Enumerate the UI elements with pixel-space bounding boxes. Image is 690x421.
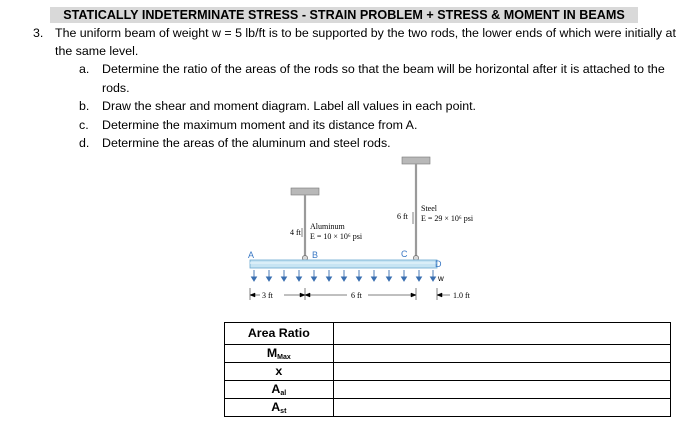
part-label: a. (79, 62, 90, 76)
answer-cell-area-aluminum[interactable] (333, 381, 670, 399)
steel-modulus: E = 29 × 10⁶ psi (421, 214, 474, 223)
dimension-lines (250, 288, 450, 300)
point-c-label: C (401, 249, 408, 259)
answer-cell-area-ratio[interactable] (333, 323, 670, 345)
part-text: Determine the ratio of the areas of the rods so that the beam will be horizontal after it is attached to the rods. (102, 62, 665, 95)
table-row (225, 363, 671, 381)
aluminum-length-label: 4 ft (290, 228, 301, 237)
table-row (225, 323, 671, 345)
part-text: Determine the maximum moment and its distance from A. (102, 117, 418, 132)
table-row (225, 345, 671, 363)
table-row (225, 399, 671, 417)
part-c (79, 116, 689, 135)
distributed-load-arrows (252, 270, 436, 281)
load-label: w (438, 274, 444, 283)
problem-number: 3. (33, 26, 44, 40)
answer-cell-max-moment[interactable] (333, 345, 670, 363)
row-label-area-aluminum: $A_{al}$ (225, 381, 334, 399)
point-b-label: B (312, 250, 319, 260)
document-title: STATICALLY INDETERMINATE STRESS - STRAIN PROBLEM + STRESS & MOMENT IN BEAMS (50, 7, 638, 23)
part-text: Determine the areas of the aluminum and steel rods. (102, 136, 391, 150)
steel-label: Steel (421, 204, 437, 213)
steel-ceiling-support (402, 157, 430, 164)
part-label: c. (79, 117, 89, 132)
dimension-cd-label: 1.0 ft (453, 291, 470, 300)
answer-cell-x[interactable] (333, 363, 670, 381)
beam-figure (240, 150, 510, 315)
part-a (79, 60, 689, 97)
table-row (225, 381, 671, 399)
row-label-area-ratio: Area Ratio (225, 323, 334, 345)
point-d-label: D (435, 259, 442, 269)
row-label-x: x (225, 363, 334, 381)
problem-parts (79, 60, 689, 153)
problem-statement: The uniform beam of weight w = 5 lb/ft is to be supported by the two rods, the lower ends of which were initially at the same level. (55, 26, 676, 58)
dimension-bc-label: 6 ft (351, 291, 362, 300)
aluminum-modulus: E = 10 × 10⁶ psi (310, 232, 363, 241)
aluminum-ceiling-support (291, 188, 319, 195)
part-label: d. (79, 136, 90, 150)
aluminum-label: Aluminum (310, 222, 345, 231)
part-label: b. (79, 99, 90, 113)
answer-table (224, 322, 671, 417)
row-label-area-steel: $A_{st}$ (225, 399, 334, 417)
steel-length-label: 6 ft (397, 212, 408, 221)
row-label-max-moment: $M_{Max}$ (225, 345, 334, 363)
answer-cell-area-steel[interactable] (333, 399, 670, 417)
part-text: Draw the shear and moment diagram. Label all values in each point. (102, 99, 476, 113)
beam (250, 260, 437, 268)
point-a-label: A (248, 250, 255, 260)
part-b (79, 97, 689, 116)
dimension-ab-label: 3 ft (262, 291, 273, 300)
